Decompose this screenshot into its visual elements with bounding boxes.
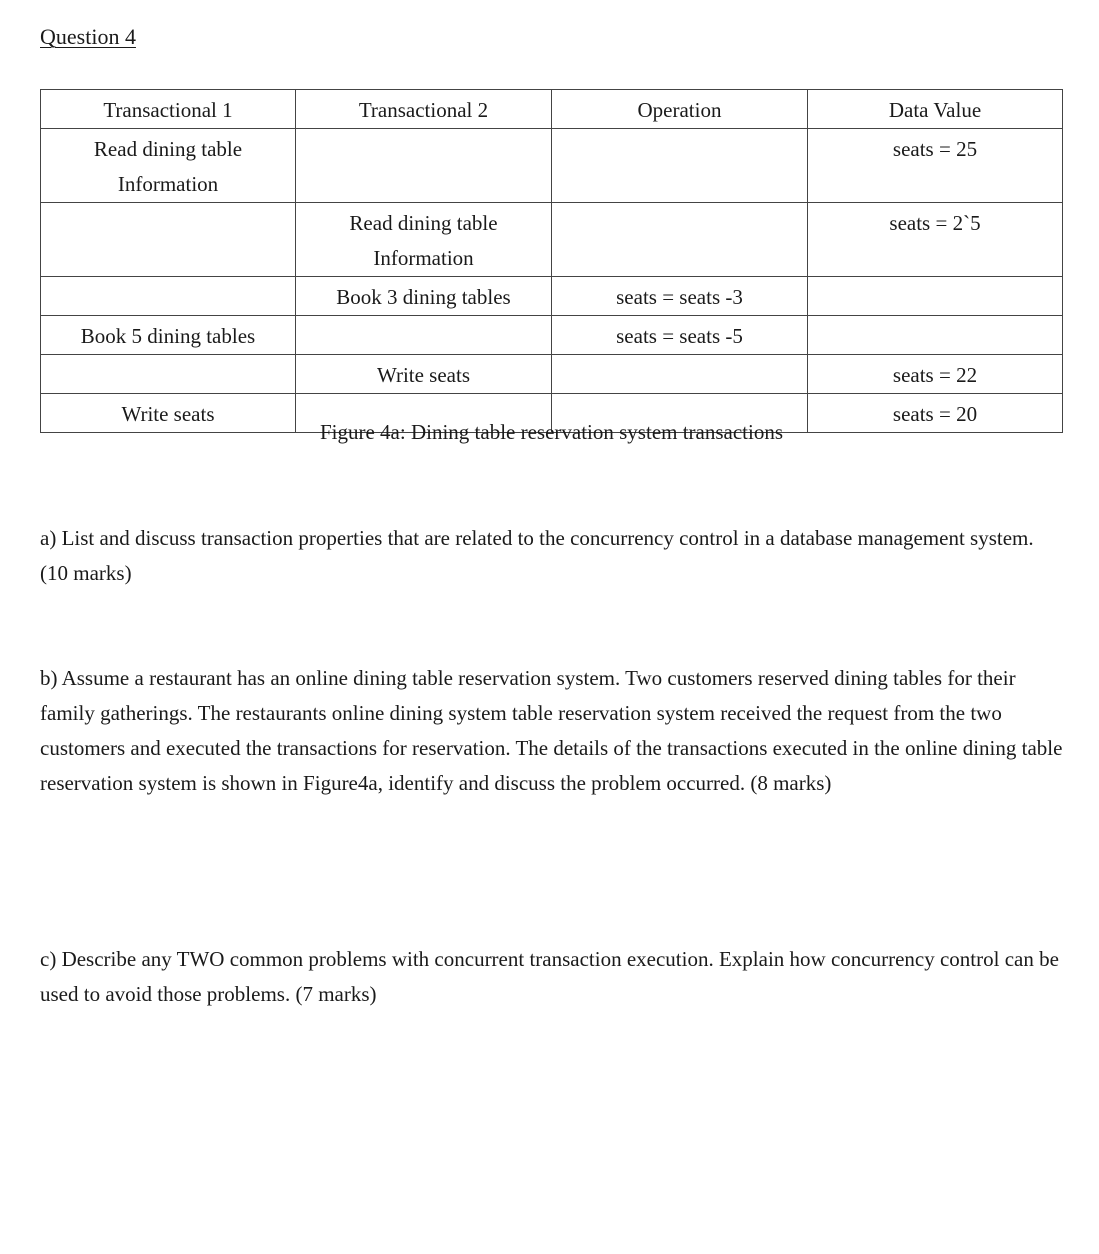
table-header-row [41, 90, 1063, 129]
table-cell [296, 129, 552, 203]
table-cell: Read dining table Information [296, 203, 552, 277]
table-cell: seats = seats -3 [552, 277, 808, 316]
figure-caption: Figure 4a: Dining table reservation system transactions [319, 420, 784, 444]
transactions-table [40, 89, 1063, 433]
question-heading: Question 4 [40, 24, 136, 49]
table-cell: seats = 25 [808, 129, 1063, 203]
table-cell: Book 5 dining tables [41, 316, 296, 355]
table-cell: Book 3 dining tables [296, 277, 552, 316]
question-c: c) Describe any TWO common problems with concurrent transaction execution. Explain how concurrency control can be used to avoid those problems. (7 marks) [40, 947, 1059, 1006]
question-b: b) Assume a restaurant has an online dining table reservation system. Two customers reserved dining tables for their family gatherings. The restaurants online dining system table reservation system received the request from the two customers and executed the transactions for reservation. The details of the transactions executed in the online dining table reservation system is shown in Figure4a, identify and discuss the problem occurred. (8 marks) [40, 666, 1063, 795]
header-transactional-2: Transactional 2 [296, 90, 552, 129]
table-cell: seats = 20 [808, 394, 1063, 433]
table-cell [296, 316, 552, 355]
table-row [41, 277, 1063, 316]
table-cell: seats = 22 [808, 355, 1063, 394]
table-cell: seats = 2`5 [808, 203, 1063, 277]
table-row [41, 316, 1063, 355]
table-cell [552, 203, 808, 277]
header-data-value: Data Value [808, 90, 1063, 129]
table-cell: Write seats [41, 394, 296, 433]
table-row [41, 203, 1063, 277]
table-cell [41, 355, 296, 394]
table-cell [552, 129, 808, 203]
header-transactional-1: Transactional 1 [41, 90, 296, 129]
header-operation: Operation [552, 90, 808, 129]
question-a: a) List and discuss transaction properties that are related to the concurrency control in a database management system. (10 marks) [40, 526, 1034, 585]
table-cell: seats = seats -5 [552, 316, 808, 355]
table-cell [41, 277, 296, 316]
table-row [41, 355, 1063, 394]
table-cell [808, 277, 1063, 316]
table-row [41, 129, 1063, 203]
table-cell [41, 203, 296, 277]
table-cell [552, 355, 808, 394]
table-cell: Write seats [296, 355, 552, 394]
table-cell: Read dining table Information [41, 129, 296, 203]
table-cell [808, 316, 1063, 355]
